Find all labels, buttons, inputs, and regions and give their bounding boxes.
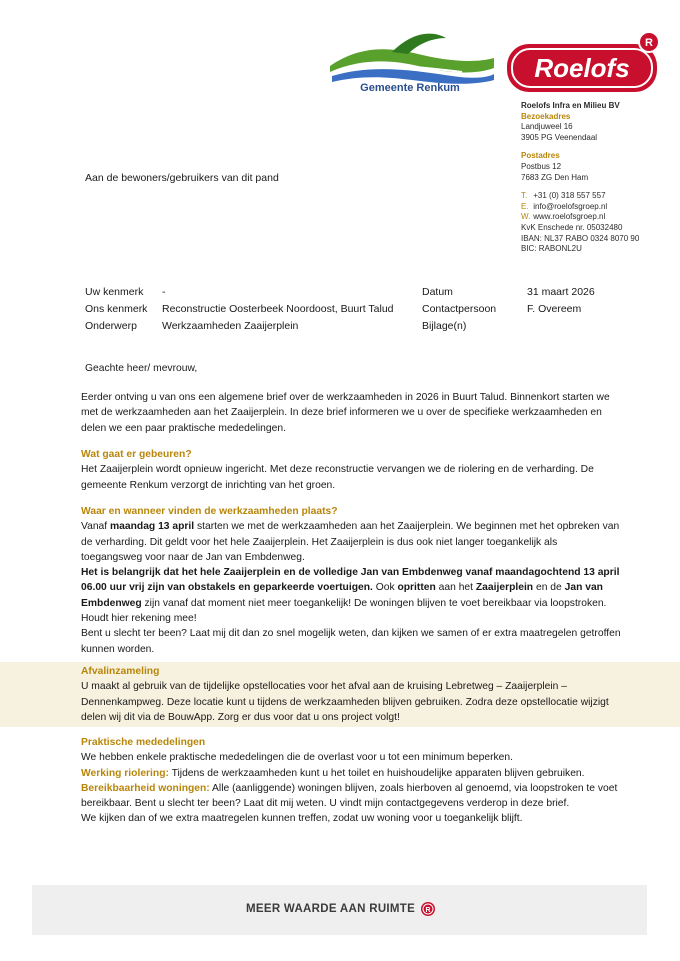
post-box: Postbus 12	[521, 161, 562, 171]
web-label: W.	[521, 212, 531, 222]
section-where-p2: Het is belangrijk dat het hele Zaaijerplein en de volledige Jan van Embdenweg vanaf maandagochtend 13 april 06.00 uur vrij zijn van obstakels en geparkeerde voertuigen. Ook opritten aan het Zaaijerplein en de Jan van Embdenweg zijn vanaf dat moment niet meer toegankelijk! De woningen blijven te voet bereikbaar via loopstroken. Houdt hier rekening mee!	[81, 567, 620, 625]
section-what	[81, 447, 621, 493]
practical-item-access: Bereikbaarheid woningen: Alle (aanliggende) woningen blijven, zoals hierboven al genoemd, via loopstroken te voet bereikbaar. Bent u slecht ter been? Laat dit mij weten. U vindt mijn contactgegevens verderop in deze brief.	[81, 782, 618, 810]
intro-paragraph: Eerder ontving u van ons een algemene brief over de werkzaamheden in 2026 in Buurt Talud. Binnenkort starten we met de werkzaamheden aan het Zaaijerplein. In deze brief informeren we u over de specifieke werkzaamheden en delen we een paar praktische mededelingen.	[81, 392, 610, 434]
gemeente-renkum-name: Gemeente Renkum	[360, 82, 460, 94]
roelofs-logo	[505, 30, 663, 96]
ons-kenmerk-label: Ons kenmerk	[85, 303, 148, 315]
svg-text:R: R	[425, 907, 431, 914]
sender-block	[521, 101, 639, 255]
section-where-heading: Waar en wanneer vinden de werkzaamheden plaats?	[81, 506, 338, 517]
visit-street: Landjuweel 16	[521, 122, 573, 132]
svg-text:R: R	[645, 37, 653, 49]
practical-item-sewer: Werking riolering: Tijdens de werkzaamheden kunt u het toilet en huishoudelijke apparaten blijven gebruiken.	[81, 767, 585, 779]
visit-address-label: Bezoekadres	[521, 111, 571, 121]
section-what-heading: Wat gaat er gebeuren?	[81, 449, 192, 460]
uw-kenmerk-value: -	[162, 286, 166, 298]
datum-value: 31 maart 2026	[527, 286, 595, 298]
section-waste-heading: Afvalinzameling	[81, 666, 160, 677]
practical-closing: We kijken dan of we extra maatregelen kunnen treffen, zodat uw woning voor u toegankelijk blijft.	[81, 813, 523, 825]
post-city: 7683 ZG Den Ham	[521, 172, 589, 182]
footer-slogan: MEER WAARDE AAN RUIMTE	[246, 903, 416, 915]
phone-label: T.	[521, 191, 528, 201]
email-label: E.	[521, 201, 529, 211]
bijlage-label: Bijlage(n)	[422, 320, 467, 332]
section-waste-text: U maakt al gebruik van de tijdelijke opstellocaties voor het afval aan de kruising Lebretweg – Zaaijerplein – Dennenkampweg. Deze locatie kunt u tijdens de werkzaamheden blijven gebruiken. Zodra deze opstellocatie wijzigt delen wij dit via de BouwApp. Zorg er dus voor dat u ons project volgt!	[81, 681, 609, 723]
datum-label: Datum	[422, 286, 453, 298]
section-waste	[81, 664, 621, 725]
roelofs-logo-text: Roelofs	[534, 53, 630, 83]
salutation: Geachte heer/ mevrouw,	[85, 363, 198, 374]
roelofs-r-icon	[421, 902, 435, 916]
visit-city: 3905 PG Veenendaal	[521, 132, 598, 142]
section-what-text: Het Zaaijerplein wordt opnieuw ingericht. Met deze reconstructie vervangen we de riolering en de verharding. De gemeente Renkum verzorgt de inrichting van het groen.	[81, 464, 594, 491]
section-practical	[81, 735, 621, 827]
bic-code: BIC: RABONL2U	[521, 244, 582, 254]
section-practical-intro: We hebben enkele praktische mededelingen die de overlast voor u tot een minimum beperken.	[81, 752, 513, 764]
phone-number: +31 (0) 318 557 557	[533, 191, 606, 201]
uw-kenmerk-label: Uw kenmerk	[85, 286, 144, 298]
addressee: Aan de bewoners/gebruikers van dit pand	[85, 172, 279, 184]
onderwerp-label: Onderwerp	[85, 320, 137, 332]
ons-kenmerk-value: Reconstructie Oosterbeek Noordoost, Buurt Talud	[162, 303, 394, 315]
post-address-label: Postadres	[521, 151, 560, 161]
contactpersoon-value: F. Overeem	[527, 303, 582, 315]
iban-number: IBAN: NL37 RABO 0324 8070 90	[521, 233, 640, 243]
section-where-when	[81, 504, 621, 657]
sender-company: Roelofs Infra en Milieu BV	[521, 101, 620, 110]
section-where-p1: Vanaf maandag 13 april starten we met de werkzaamheden aan het Zaaijerplein. We beginnen met het opbreken van de verharding. Dit geldt voor het hele Zaaijerplein. Het Zaaijerplein is dus ook niet langer toegankelijk als toegangsweg voor naar de Jan van Embdenweg.	[81, 521, 620, 563]
section-practical-heading: Praktische mededelingen	[81, 737, 206, 748]
onderwerp-value: Werkzaamheden Zaaijerplein	[162, 320, 299, 332]
web-link[interactable]: www.roelofsgroep.nl	[533, 212, 606, 222]
contactpersoon-label: Contactpersoon	[422, 303, 497, 315]
kvk-number: KvK Enschede nr. 05032480	[521, 222, 623, 232]
email-link[interactable]: info@roelofsgroep.nl	[533, 201, 608, 211]
section-where-p3: Bent u slecht ter been? Laat mij dit dan zo snel mogelijk weten, dan kijken we samen of er extra maatregelen getroffen kunnen worden.	[81, 628, 621, 655]
